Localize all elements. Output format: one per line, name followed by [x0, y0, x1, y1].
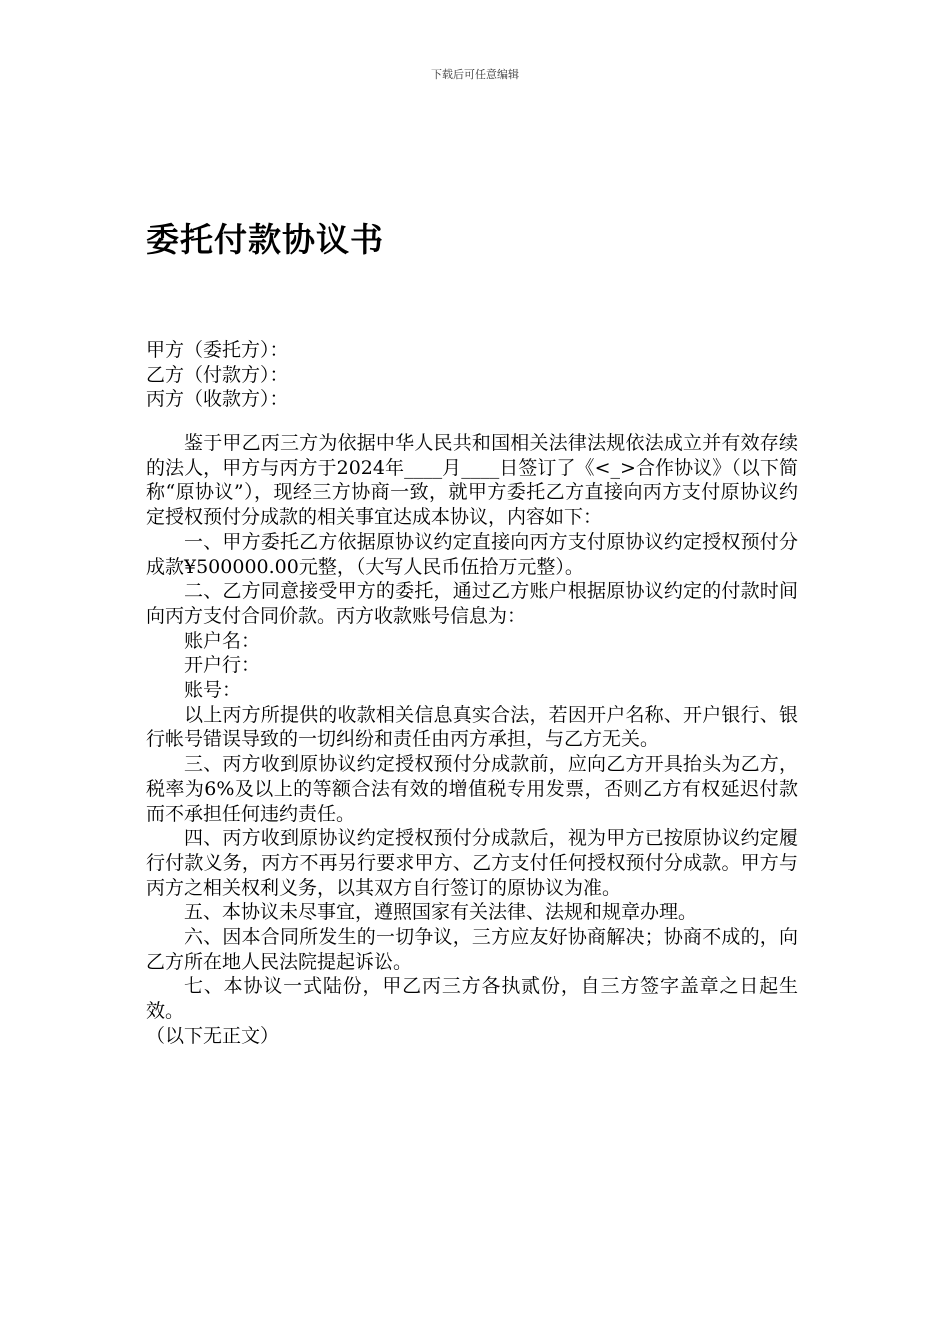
closing-note: （以下无正文） [146, 1024, 280, 1047]
document-title: 委托付款协议书 [146, 220, 384, 259]
clause-3: 三、丙方收到原协议约定授权预付分成款前，应向乙方开具抬头为乙方，税率为6%及以上的等额合法有效的增值税专用发票，否则乙方有权延迟付款而不承担任何违约责任。 [146, 753, 798, 825]
agreement-body [146, 431, 798, 1049]
clause-2: 二、乙方同意接受甲方的委托，通过乙方账户根据原协议约定的付款时间向丙方支付合同价款。丙方收款账号信息为： [146, 580, 798, 627]
account-disclaimer: 以上丙方所提供的收款相关信息真实合法，若因开户名称、开户银行、银行帐号错误导致的一切纠纷和责任由丙方承担，与乙方无关。 [146, 703, 798, 751]
clause-4: 四、丙方收到原协议约定授权预付分成款后，视为甲方已按原协议约定履行付款义务，丙方不再另行要求甲方、乙方支付任何授权预付分成款。甲方与丙方之相关权利义务，以其双方自行签订的原协议为准。 [146, 827, 798, 899]
bank-name-line: 开户行： [184, 654, 261, 677]
account-number-line: 账号： [184, 679, 242, 702]
account-name-line: 账户名： [184, 629, 261, 652]
preamble-paragraph: 鉴于甲乙丙三方为依据中华人民共和国相关法律法规依法成立并有效存续的法人，甲方与丙方于2024年____月____日签订了《<_>合作协议》（以下简称“原协议”），现经三方协商一致，就甲方委托乙方直接向丙方支付原协议约定授权预付分成款的相关事宜达成本协议，内容如下： [146, 432, 798, 529]
header-note: 下载后可任意编辑 [431, 68, 519, 81]
party-a-line: 甲方（委托方）： [146, 339, 289, 361]
party-c-line: 丙方（收款方）： [146, 388, 289, 410]
clause-1: 一、甲方委托乙方依据原协议约定直接向丙方支付原协议约定授权预付分成款¥500000.00元整，（大写人民币伍拾万元整）。 [146, 530, 798, 578]
clause-5: 五、本协议未尽事宜，遵照国家有关法律、法规和规章办理。 [184, 901, 698, 924]
clause-7: 七、本协议一式陆份，甲乙丙三方各执贰份，自三方签字盖章之日起生效。 [146, 975, 798, 1023]
parties-block [146, 338, 806, 412]
clause-6: 六、因本合同所发生的一切争议，三方应友好协商解决；协商不成的，向乙方所在地人民法院提起诉讼。 [146, 926, 798, 973]
party-b-line: 乙方（付款方）： [146, 363, 289, 386]
